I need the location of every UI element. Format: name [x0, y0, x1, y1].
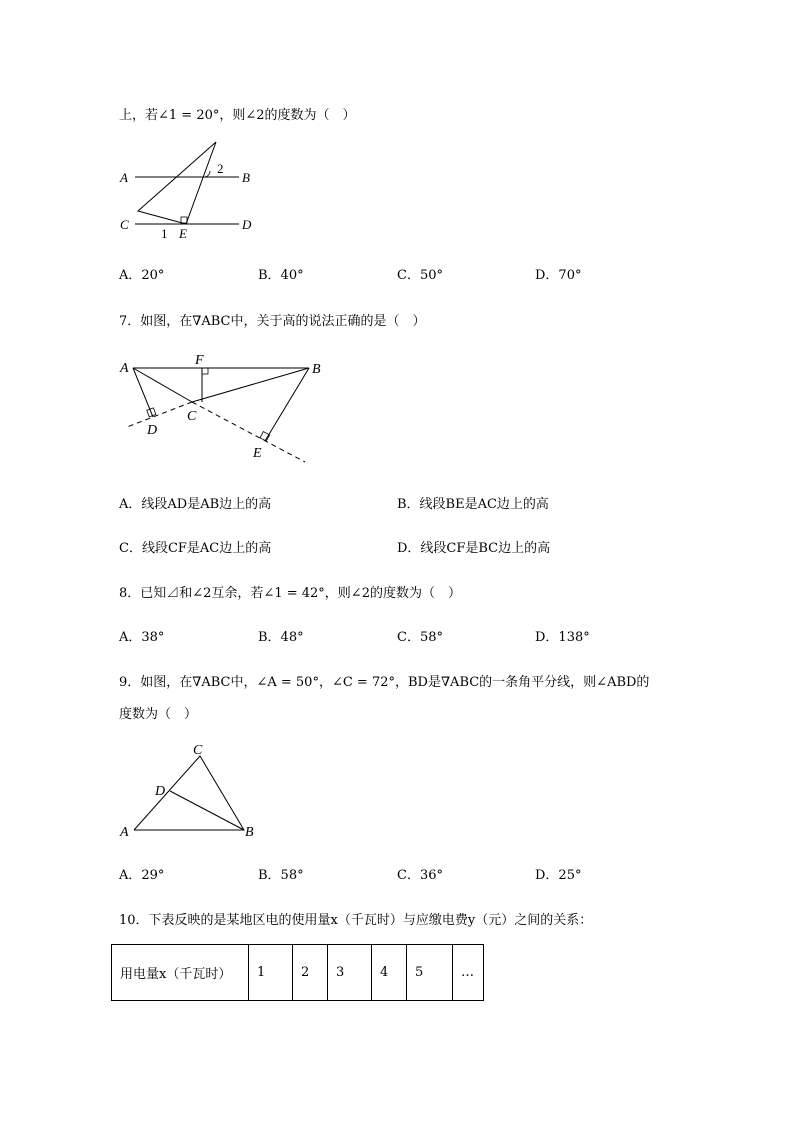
q9-label-B: B: [245, 825, 254, 840]
q7-label-E: E: [253, 446, 262, 461]
table-cell: 5: [407, 945, 453, 1001]
q7-stem: 7．如图，在∇ABC中，关于高的说法正确的是（ ）: [119, 314, 426, 329]
q7-label-A: A: [120, 361, 129, 376]
q6-label-2: 2: [217, 161, 224, 176]
q7-figure: [110, 345, 320, 470]
q6-label-B: B: [242, 170, 250, 185]
table-cell: 1: [249, 945, 293, 1001]
q7-label-C: C: [187, 409, 197, 424]
q6-option-a[interactable]: A．20°: [119, 268, 165, 283]
q6-label-E: E: [179, 226, 187, 241]
table-cell: 4: [372, 945, 407, 1001]
table-row: [112, 945, 484, 1001]
q9-figure: [115, 740, 265, 840]
q9-option-c[interactable]: C．36°: [397, 868, 443, 883]
q8-option-c[interactable]: C．58°: [397, 630, 443, 645]
q9-label-A: A: [120, 825, 129, 840]
q10-table: [111, 944, 484, 1001]
q7-label-F: F: [195, 353, 204, 368]
q9-label-C: C: [193, 743, 203, 758]
q7-label-D: D: [147, 423, 158, 438]
q10-stem: 10．下表反映的是某地区电的使用量x（千瓦时）与应缴电费y（元）之间的关系：: [119, 913, 593, 928]
q6-option-d[interactable]: D．70°: [535, 268, 582, 283]
q8-stem: 8．已知⊿和∠2互余，若∠1 = 42°，则∠2的度数为（ ）: [119, 586, 461, 601]
q9-stem-line2: 度数为（ ）: [119, 707, 198, 722]
q6-label-C: C: [120, 217, 129, 232]
q9-option-a[interactable]: A．29°: [119, 868, 165, 883]
q6-label-1: 1: [161, 226, 168, 241]
q9-stem-line1: 9．如图，在∇ABC中，∠A = 50°，∠C = 72°，BD是∇ABC的一条角平分线，则∠ABD的: [119, 675, 650, 690]
table-cell: 3: [328, 945, 372, 1001]
q6-option-c[interactable]: C．50°: [397, 268, 443, 283]
q7-option-a[interactable]: A．线段AD是AB边上的高: [119, 497, 272, 512]
q7-option-d[interactable]: D．线段CF是BC边上的高: [397, 541, 551, 556]
q6-label-D: D: [242, 217, 252, 232]
q8-option-a[interactable]: A．38°: [119, 630, 165, 645]
q8-option-d[interactable]: D．138°: [535, 630, 590, 645]
q8-option-b[interactable]: B．48°: [258, 630, 304, 645]
q6-stem: 上，若∠1 = 20°，则∠2的度数为（ ）: [119, 108, 356, 123]
q9-option-d[interactable]: D．25°: [535, 868, 582, 883]
q9-label-D: D: [155, 784, 166, 799]
q7-option-b[interactable]: B．线段BE是AC边上的高: [397, 497, 549, 512]
q6-label-A: A: [120, 170, 128, 185]
q9-option-b[interactable]: B．58°: [258, 868, 304, 883]
table-header-cell: 用电量x（千瓦时）: [112, 945, 249, 1001]
q6-figure: [115, 138, 265, 243]
table-cell: …: [453, 945, 484, 1001]
q7-option-c[interactable]: C．线段CF是AC边上的高: [119, 541, 272, 556]
q6-option-b[interactable]: B．40°: [258, 268, 304, 283]
q7-label-B: B: [312, 362, 321, 377]
table-cell: 2: [293, 945, 328, 1001]
